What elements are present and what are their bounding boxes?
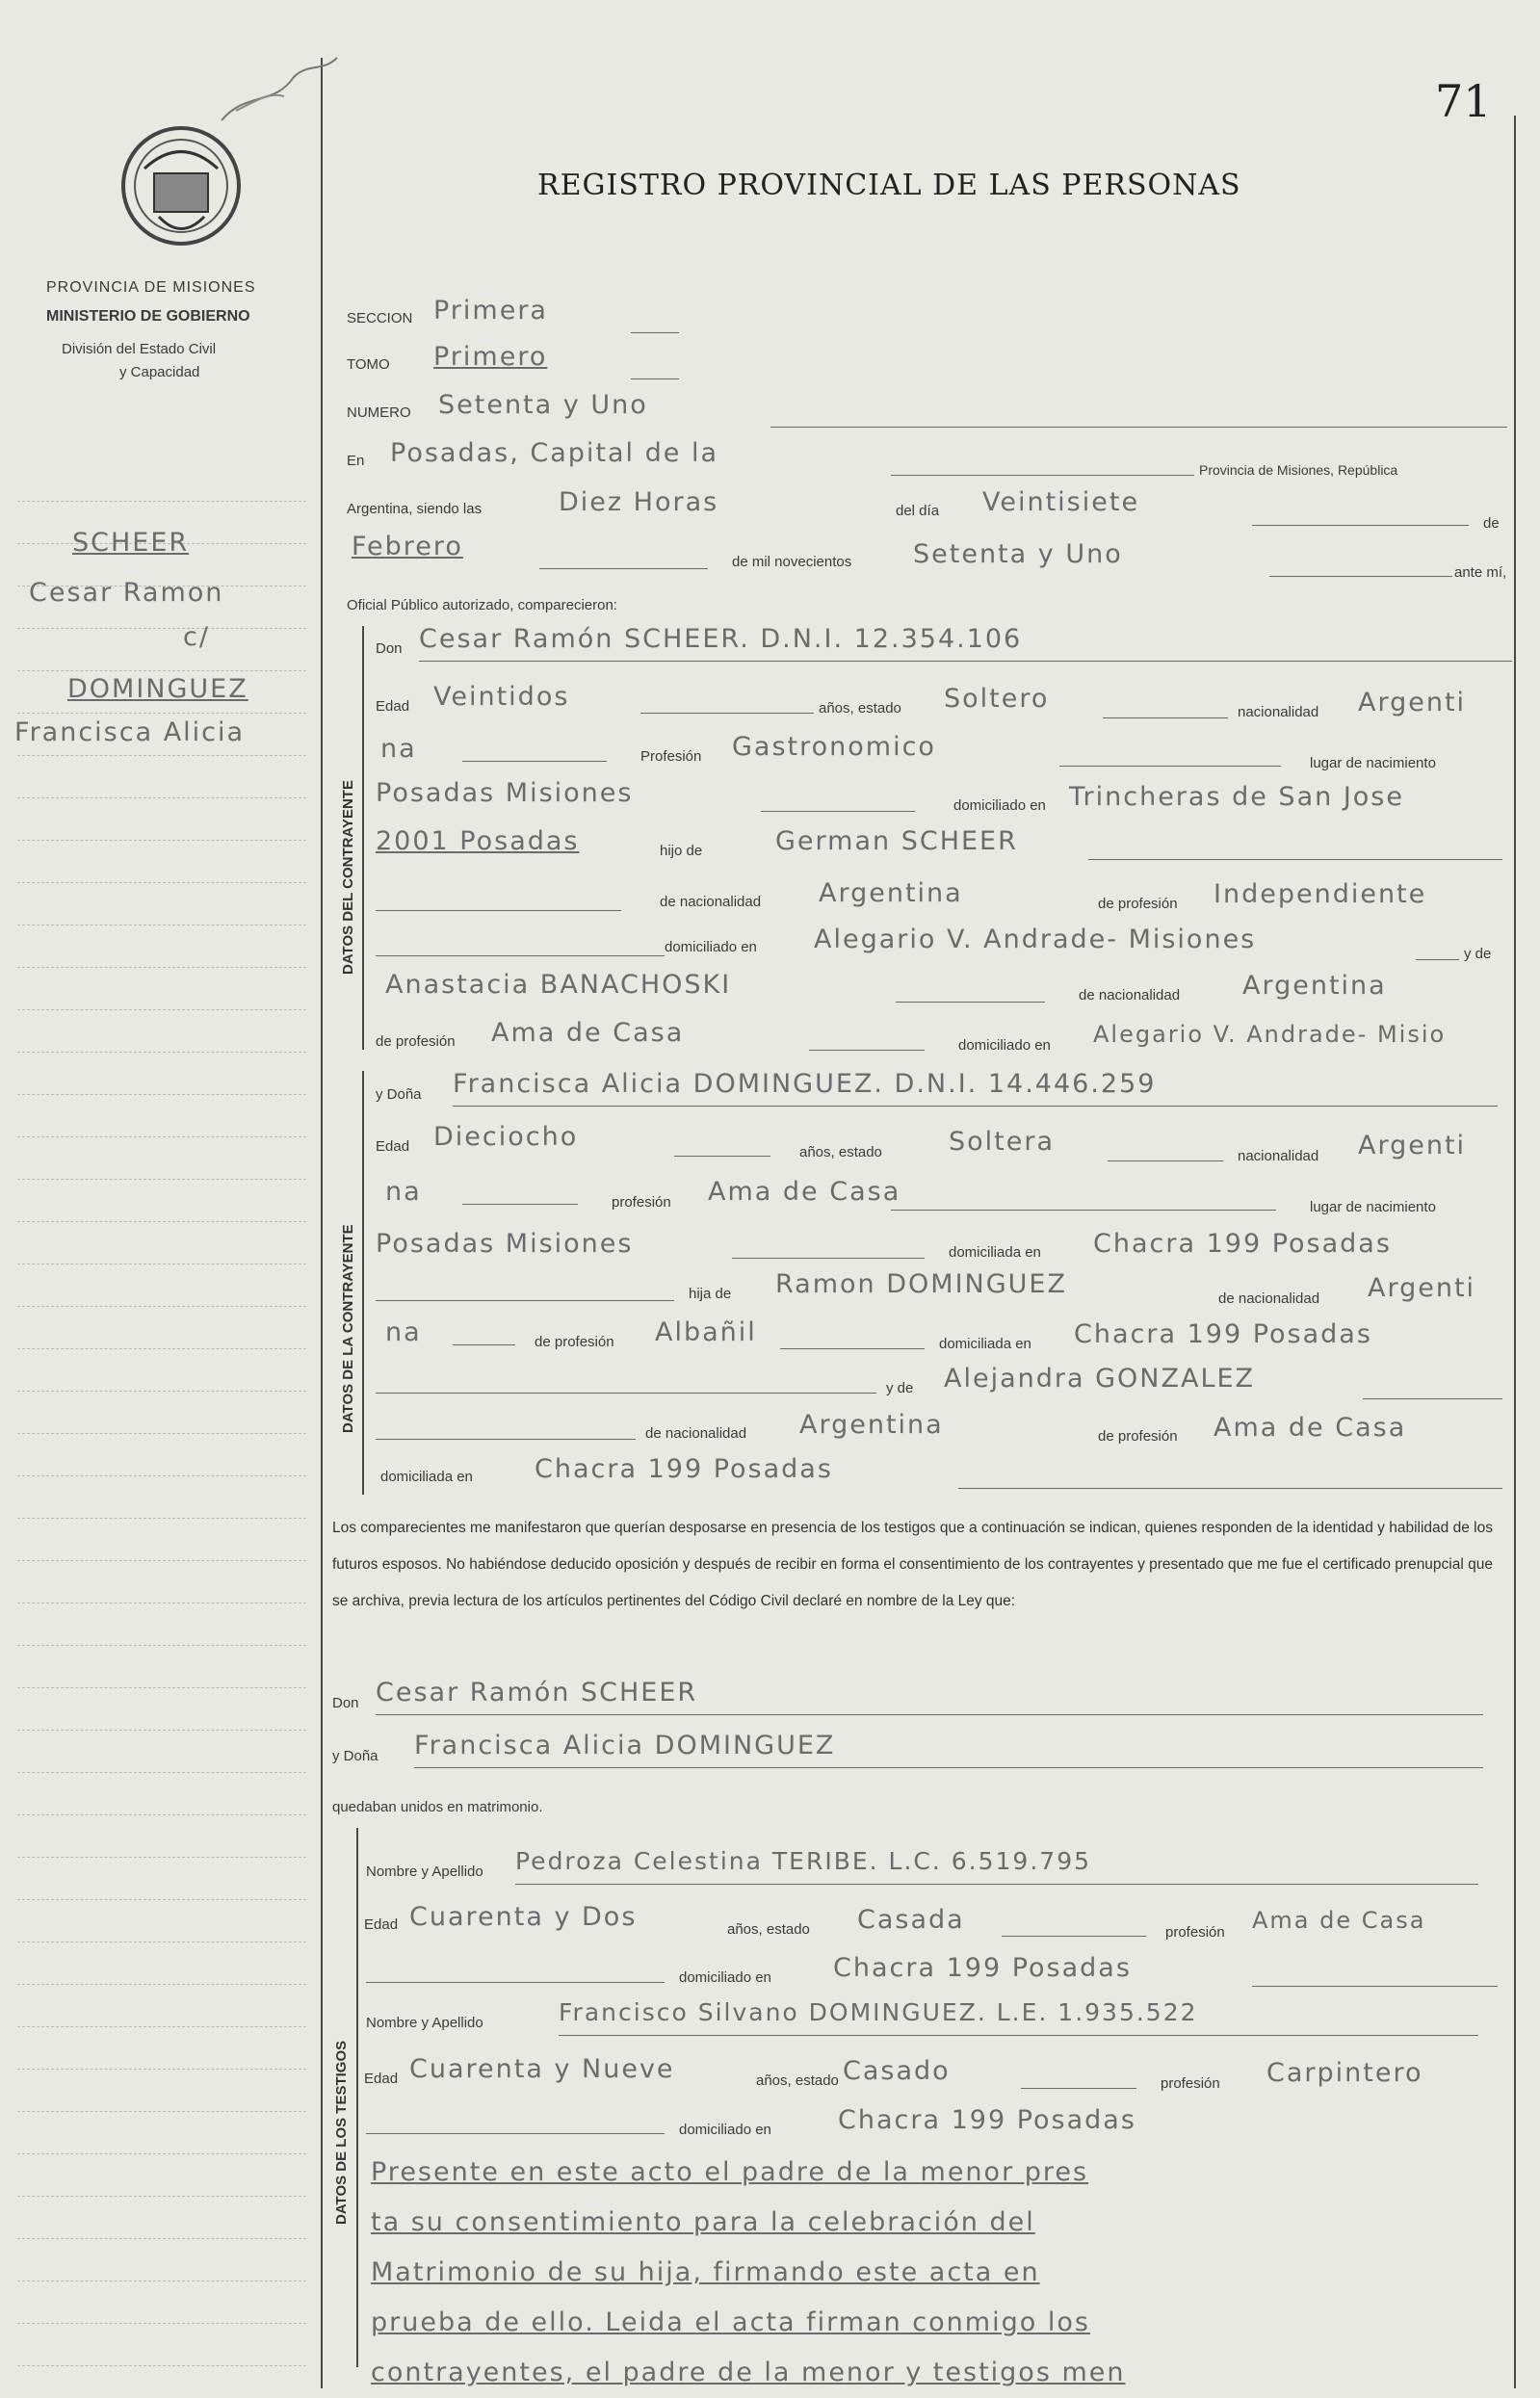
groom-estado-label: años, estado: [819, 700, 901, 717]
groom-prof: Gastronomico: [732, 732, 936, 762]
w2-dom: Chacra 199 Posadas: [838, 2105, 1136, 2135]
tomo-value: Primero: [433, 342, 548, 372]
groom-nat: Argenti: [1358, 688, 1467, 717]
groom-nat-label: nacionalidad: [1238, 704, 1319, 720]
w2-prof: Carpintero: [1266, 2058, 1423, 2088]
bride-father-prof-label: de profesión: [535, 1334, 614, 1350]
decl-dona-label: y Doña: [332, 1748, 378, 1764]
bride-father-nat: Argenti: [1368, 1273, 1476, 1303]
hijo-de-label: hijo de: [660, 843, 703, 859]
groom-father-nat: Argentina: [819, 878, 963, 908]
note-line: Presente en este acto el padre de la menor pres: [371, 2157, 1089, 2187]
bride-father-dom-label: domiciliada en: [939, 1336, 1031, 1352]
tomo-label: TOMO: [347, 356, 390, 373]
quedaban-label: quedaban unidos en matrimonio.: [332, 1799, 543, 1815]
bride-name: Francisca Alicia DOMINGUEZ. D.N.I. 14.446.259: [453, 1069, 1157, 1099]
margin-rule-line: [17, 755, 306, 756]
father-nat-label: de nacionalidad: [660, 894, 762, 910]
bride-father: Ramon DOMINGUEZ: [775, 1269, 1067, 1299]
seccion-value: Primera: [433, 296, 548, 326]
bride-dom-label: domiciliada en: [949, 1244, 1041, 1261]
bride-mother-nat: Argentina: [799, 1410, 944, 1440]
w2-age: Cuarenta y Nueve: [409, 2054, 675, 2084]
groom-nat-cont: na: [380, 734, 417, 764]
del-dia-label: del día: [896, 503, 940, 519]
bride-age: Dieciocho: [433, 1122, 579, 1152]
bride-mother-nat-label: de nacionalidad: [645, 1425, 747, 1442]
province-line: PROVINCIA DE MISIONES: [46, 279, 256, 296]
margin-rule-line: [17, 628, 306, 629]
bride-birth: Posadas Misiones: [376, 1229, 634, 1259]
y-dona-label: y Doña: [376, 1086, 422, 1103]
bride-nat-cont: na: [385, 1177, 422, 1207]
note-line: ta su consentimiento para la celebración del: [371, 2207, 1035, 2237]
margin-bride-name: Francisca Alicia: [14, 717, 246, 747]
margin-rule-line: [17, 1306, 306, 1307]
margin-rule-line: [17, 713, 306, 714]
margin-rule-line: [17, 1221, 306, 1222]
w1-status: Casada: [857, 1905, 965, 1935]
groom-status: Soltero: [944, 684, 1050, 714]
margin-rule-line: [17, 2323, 306, 2324]
margin-rule-line: [17, 1730, 306, 1731]
margin-rule-line: [17, 2111, 306, 2112]
statement-paragraph: Los comparecientes me manifestaron que querían desposarse en presencia de los testigos que a continuación se indican, quienes responden de la identidad y habilidad de los futuros esposos. No habiéndose deducido oposición y después de recibir en forma el consentimiento de los contrayentes y presentado que me fue el certificado prenupcial que se archiva, previa lectura de los artículos pertinentes del Código Civil declaré en nombre de la Ley que:: [332, 1520, 1493, 1609]
w1-name-label: Nombre y Apellido: [366, 1864, 483, 1880]
margin-rule-line: [17, 1687, 306, 1688]
margin-rule-line: [17, 1560, 306, 1561]
w1-dom: Chacra 199 Posadas: [833, 1953, 1132, 1983]
note-line: Matrimonio de su hija, firmando este acta en: [371, 2257, 1040, 2287]
bride-prof-label: profesión: [612, 1194, 671, 1211]
groom-birth-label: lugar de nacimiento: [1310, 755, 1436, 771]
groom-mother: Anastacia BANACHOSKI: [385, 970, 732, 1000]
w1-age-label: Edad: [364, 1916, 399, 1933]
bride-mother: Alejandra GONZALEZ: [944, 1364, 1256, 1394]
groom-dom-cont: 2001 Posadas: [376, 826, 580, 856]
w1-prof: Ama de Casa: [1252, 1907, 1426, 1934]
right-margin-rule: [1514, 116, 1516, 2388]
don-label: Don: [376, 640, 403, 657]
mes-value: Febrero: [352, 532, 463, 561]
stamp-scribble-icon: [217, 53, 342, 134]
margin-rule-line: [17, 2238, 306, 2239]
groom-dom-label: domiciliado en: [953, 797, 1046, 814]
margin-groom-name: Cesar Ramon: [29, 578, 224, 608]
ministry-line: MINISTERIO DE GOBIERNO: [46, 308, 250, 325]
margin-rule-line: [17, 2026, 306, 2027]
ante-mi-label: ante mí,: [1454, 564, 1507, 581]
bride-mother-prof: Ama de Casa: [1214, 1413, 1407, 1443]
bride-birth-label: lugar de nacimiento: [1310, 1199, 1436, 1215]
w1-name: Pedroza Celestina TERIBE. L.C. 6.519.795: [515, 1847, 1092, 1875]
margin-rule-line: [17, 1433, 306, 1434]
w2-prof-label: profesión: [1161, 2075, 1220, 2092]
margin-bride-surname: DOMINGUEZ: [67, 674, 248, 704]
margin-rule-line: [17, 1645, 306, 1646]
decl-don-label: Don: [332, 1695, 359, 1711]
numero-label: NUMERO: [347, 404, 411, 421]
groom-father: German SCHEER: [775, 826, 1018, 856]
seccion-label: SECCION: [347, 310, 413, 326]
handwritten-note: [371, 2148, 1498, 2398]
w1-prof-label: profesión: [1165, 1924, 1225, 1941]
w2-name-label: Nombre y Apellido: [366, 2015, 483, 2031]
dia-value: Veintisiete: [982, 487, 1140, 517]
side-label-contrayenta: DATOS DE LA CONTRAYENTE: [340, 1224, 356, 1433]
margin-rule-line: [17, 1094, 306, 1095]
bride-father-dom: Chacra 199 Posadas: [1074, 1319, 1372, 1349]
groom-dom: Trincheras de San Jose: [1069, 782, 1404, 812]
bride-prof: Ama de Casa: [708, 1177, 901, 1207]
de-mil-label: de mil novecientos: [732, 554, 852, 570]
margin-rule-line: [17, 1518, 306, 1519]
bride-estado-label: años, estado: [799, 1144, 882, 1160]
w2-age-label: Edad: [364, 2071, 399, 2087]
margin-rule-line: [17, 1348, 306, 1349]
groom-name: Cesar Ramón SCHEER. D.N.I. 12.354.106: [419, 624, 1023, 654]
en-label: En: [347, 453, 365, 469]
margin-rule-line: [17, 797, 306, 798]
margin-rule-line: [17, 1052, 306, 1053]
en-value: Posadas, Capital de la: [390, 438, 718, 468]
left-margin-rule: [321, 58, 323, 2388]
margin-rule-line: [17, 2196, 306, 2197]
bride-status: Soltera: [949, 1127, 1056, 1157]
side-label-testigos: DATOS DE LOS TESTIGOS: [333, 2040, 350, 2225]
note-line: prueba de ello. Leida el acta firman conmigo los: [371, 2307, 1090, 2337]
margin-rule-line: [17, 2153, 306, 2154]
side-label-contrayente: DATOS DEL CONTRAYENTE: [340, 780, 356, 975]
decl-don: Cesar Ramón SCHEER: [376, 1678, 698, 1707]
bride-mother-dom-label: domiciliada en: [380, 1469, 473, 1485]
margin-rule-line: [17, 1391, 306, 1392]
bride-mother-prof-label: de profesión: [1098, 1428, 1178, 1445]
w1-estado-label: años, estado: [727, 1921, 810, 1938]
margin-connector: c/: [183, 622, 210, 652]
numero-value: Setenta y Uno: [438, 390, 648, 420]
anio-value: Setenta y Uno: [913, 539, 1123, 569]
provincial-seal-icon: [116, 120, 250, 255]
groom-birth: Posadas Misiones: [376, 778, 634, 808]
note-line: contrayentes, el padre de la menor y testigos men: [371, 2358, 1126, 2387]
groom-father-dom: Alegario V. Andrade- Misiones: [814, 925, 1257, 954]
bride-father-prof: Albañil: [655, 1317, 757, 1347]
margin-rule-line: [17, 840, 306, 841]
groom-mother-dom: Alegario V. Andrade- Misio: [1093, 1021, 1447, 1048]
bride-nat: Argenti: [1358, 1131, 1467, 1160]
mother-nat-label: de nacionalidad: [1079, 987, 1181, 1004]
margin-rule-line: [17, 1899, 306, 1900]
provincia-label: Provincia de Misiones, República: [1199, 462, 1398, 478]
w2-dom-label: domiciliado en: [679, 2122, 771, 2138]
margin-rule-line: [17, 2365, 306, 2366]
groom-age-label: Edad: [376, 698, 410, 715]
margin-rule-line: [17, 670, 306, 671]
de-label: de: [1483, 515, 1500, 532]
bride-mother-dom: Chacra 199 Posadas: [535, 1454, 833, 1484]
w2-estado-label: años, estado: [756, 2072, 839, 2089]
oficial-label: Oficial Público autorizado, comparecieron:: [347, 597, 617, 613]
groom-prof-label: Profesión: [640, 748, 702, 765]
w2-name: Francisco Silvano DOMINGUEZ. L.E. 1.935.522: [559, 1998, 1198, 2026]
father-dom-label: domiciliado en: [665, 939, 757, 955]
siendo-value: Diez Horas: [559, 487, 719, 517]
mother-dom-label: domiciliado en: [958, 1037, 1051, 1054]
w2-status: Casado: [843, 2056, 951, 2086]
decl-dona: Francisca Alicia DOMINGUEZ: [414, 1731, 836, 1760]
bride-y-de-label: y de: [886, 1380, 914, 1396]
bride-father-nat-label: de nacionalidad: [1218, 1290, 1320, 1307]
y-de-label: y de: [1464, 946, 1492, 962]
bride-age-label: Edad: [376, 1138, 410, 1155]
groom-age: Veintidos: [433, 682, 570, 712]
division-line: División del Estado Civil: [62, 341, 217, 357]
father-prof-label: de profesión: [1098, 896, 1178, 912]
groom-mother-prof: Ama de Casa: [491, 1018, 685, 1048]
margin-groom-surname: SCHEER: [72, 528, 190, 558]
margin-rule-line: [17, 1857, 306, 1858]
margin-rule-line: [17, 2069, 306, 2070]
bride-nat-label: nacionalidad: [1238, 1148, 1319, 1164]
w1-age: Cuarenta y Dos: [409, 1902, 638, 1932]
page-title: REGISTRO PROVINCIAL DE LAS PERSONAS: [537, 169, 1241, 202]
margin-rule-line: [17, 1009, 306, 1010]
division-line-2: y Capacidad: [119, 364, 200, 380]
margin-rule-line: [17, 967, 306, 968]
groom-mother-nat: Argentina: [1242, 971, 1387, 1001]
margin-rule-line: [17, 1984, 306, 1985]
w1-dom-label: domiciliado en: [679, 1969, 771, 1986]
hija-de-label: hija de: [689, 1286, 732, 1302]
page-number: 71: [1435, 75, 1492, 127]
margin-rule-line: [17, 1772, 306, 1773]
argentina-label: Argentina, siendo las: [347, 501, 483, 517]
bride-father-nat-cont: na: [385, 1317, 422, 1347]
margin-rule-line: [17, 882, 306, 883]
margin-rule-line: [17, 501, 306, 502]
margin-rule-line: [17, 1814, 306, 1815]
bride-dom: Chacra 199 Posadas: [1093, 1229, 1392, 1259]
margin-rule-line: [17, 1136, 306, 1137]
groom-father-prof: Independiente: [1214, 879, 1427, 909]
margin-rule-line: [17, 1475, 306, 1476]
margin-rule-line: [17, 1179, 306, 1180]
mother-prof-label: de profesión: [376, 1033, 456, 1050]
